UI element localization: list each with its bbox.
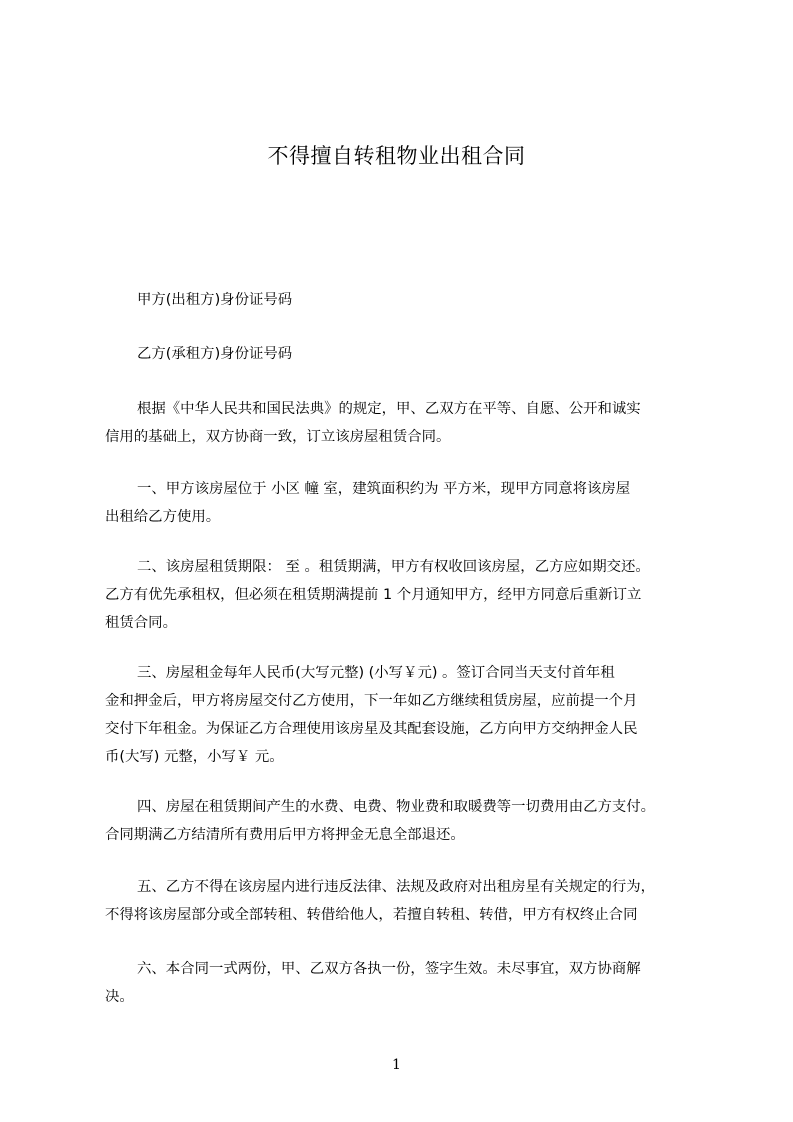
paragraph-line: 不得将该房屋部分或全部转租、转借给他人，若擅自转租、转借，甲方有权终止合同 bbox=[105, 907, 638, 923]
paragraph-line: 出租给乙方使用。 bbox=[105, 509, 221, 525]
paragraph-line: 一、甲方该房屋位于 小区 幢 室，建筑面积约为 平方米，现甲方同意将该房屋 bbox=[137, 481, 631, 497]
paragraph-line: 币(大写) 元整，小写￥ 元。 bbox=[105, 749, 284, 765]
clause-5 bbox=[105, 873, 721, 929]
clause-2 bbox=[105, 553, 721, 637]
document-title: 不得擅自转租物业出租合同 bbox=[267, 144, 526, 168]
paragraph-line: 金和押金后，甲方将房屋交付乙方使用，下一年如乙方继续租赁房屋，应前提一个月 bbox=[105, 693, 638, 709]
paragraph-line: 四、房屋在租赁期间产生的水费、电费、物业费和取暖费等一切费用由乙方支付。 bbox=[137, 799, 656, 815]
clause-4 bbox=[105, 793, 721, 849]
party-b-line bbox=[105, 340, 721, 368]
paragraph-line: 五、乙方不得在该房屋内进行违反法律、法规及政府对出租房星有关规定的行为， bbox=[137, 879, 656, 895]
paragraph-line: 信用的基础上，双方协商一致，订立该房屋租赁合同。 bbox=[105, 429, 451, 445]
page-number: 1 bbox=[392, 1057, 401, 1073]
paragraph-line: 根据《中华人民共和国民法典》的规定，甲、乙双方在平等、自愿、公开和诚实 bbox=[137, 401, 641, 417]
clause-1 bbox=[105, 475, 721, 531]
clause-3 bbox=[105, 659, 721, 771]
paragraph-line: 二、该房屋租赁期限： 至 。租赁期满，甲方有权收回该房屋，乙方应如期交还。 bbox=[137, 559, 650, 575]
paragraph-line: 决。 bbox=[105, 989, 134, 1005]
paragraph-line: 交付下年租金。为保证乙方合理使用该房星及其配套设施，乙方向甲方交纳押金人民 bbox=[105, 721, 638, 737]
preamble-paragraph bbox=[105, 395, 721, 451]
paragraph-line: 三、房屋租金每年人民币(大写元整) (小写￥元) 。签订合同当天支付首年租 bbox=[137, 665, 615, 681]
paragraph-line: 乙方有优先承租权，但必须在租赁期满提前 1 个月通知甲方，经甲方同意后重新订立 bbox=[105, 587, 642, 603]
party-b-text: 乙方(承租方)身份证号码 bbox=[137, 346, 293, 362]
paragraph-line: 租赁合同。 bbox=[105, 615, 177, 631]
party-a-line bbox=[105, 286, 721, 314]
clause-6 bbox=[105, 955, 721, 1011]
party-a-text: 甲方(出租方)身份证号码 bbox=[137, 292, 293, 308]
paragraph-line: 合同期满乙方结清所有费用后甲方将押金无息全部退还。 bbox=[105, 827, 465, 843]
paragraph-line: 六、本合同一式两份，甲、乙双方各执一份，签字生效。未尽事宜，双方协商解 bbox=[137, 961, 641, 977]
